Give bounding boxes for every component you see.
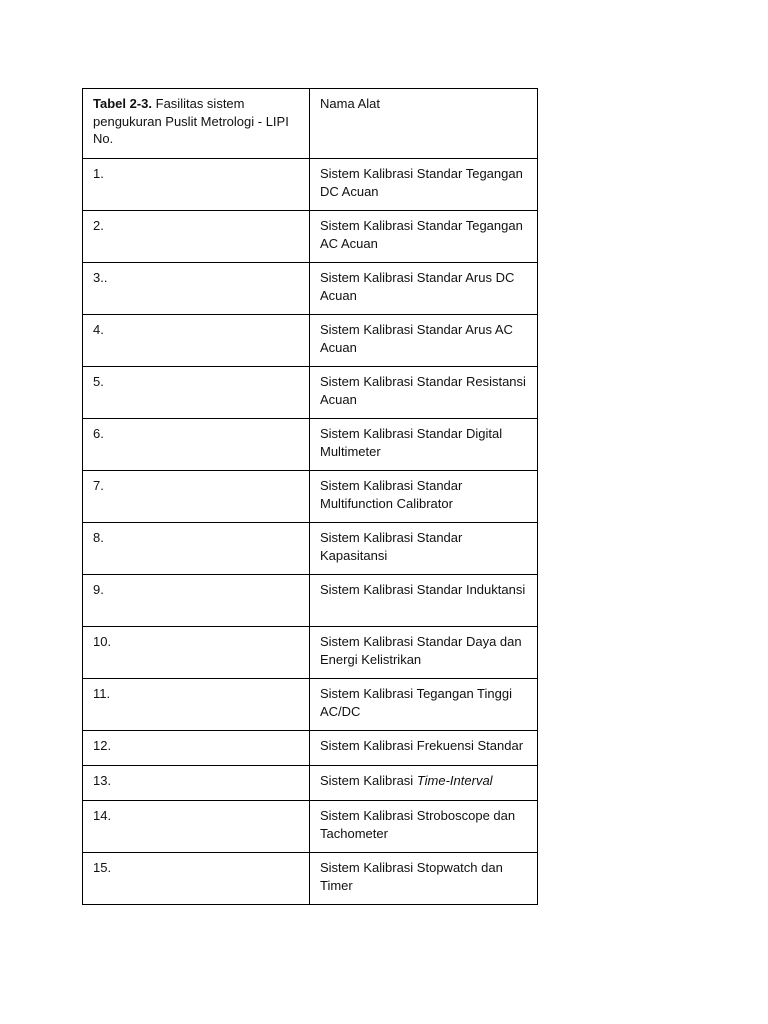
row-number: 6. [83,419,310,471]
row-instrument-name: Sistem Kalibrasi Standar Daya dan Energi Kelistrikan [310,627,538,679]
row-number: 11. [83,679,310,731]
column-header-name: Nama Alat [320,96,380,111]
row-instrument-name: Sistem Kalibrasi Standar Digital Multimeter [310,419,538,471]
table-row [83,801,538,853]
row-number: 13. [83,766,310,801]
row-number: 7. [83,471,310,523]
table-row [83,523,538,575]
table-row [83,679,538,731]
row-number: 2. [83,211,310,263]
table-row [83,315,538,367]
table-row [83,419,538,471]
row-instrument-name: Sistem Kalibrasi Standar Kapasitansi [310,523,538,575]
table-row [83,731,538,766]
row-number: 10. [83,627,310,679]
row-number: 1. [83,159,310,211]
header-cell-no [83,89,310,159]
row-number: 4. [83,315,310,367]
row-instrument-name: Sistem Kalibrasi Standar Tegangan DC Acuan [310,159,538,211]
table-row [83,159,538,211]
table-row [83,766,538,801]
column-header-no: No. [93,131,114,146]
table-caption-label: Tabel 2-3. [93,96,153,111]
row-number: 14. [83,801,310,853]
table-row [83,471,538,523]
table-row [83,853,538,905]
table-row [83,263,538,315]
row-number: 15. [83,853,310,905]
row-instrument-name: Sistem Kalibrasi Stroboscope dan Tachometer [310,801,538,853]
instrument-name-italic: Time-Interval [416,773,493,788]
row-number: 12. [83,731,310,766]
row-instrument-name: Sistem Kalibrasi Standar Arus AC Acuan [310,315,538,367]
row-number: 3.. [83,263,310,315]
row-instrument-name: Sistem Kalibrasi Standar Multifunction Calibrator [310,471,538,523]
row-instrument-name: Sistem Kalibrasi Standar Induktansi [310,575,538,627]
table-row [83,367,538,419]
row-instrument-name: Sistem Kalibrasi Tegangan Tinggi AC/DC [310,679,538,731]
row-instrument-name: Sistem Kalibrasi Stopwatch dan Timer [310,853,538,905]
table-row [83,575,538,627]
table-row [83,627,538,679]
row-instrument-name [310,766,538,801]
row-instrument-name: Sistem Kalibrasi Standar Tegangan AC Acuan [310,211,538,263]
row-number: 9. [83,575,310,627]
row-instrument-name: Sistem Kalibrasi Frekuensi Standar [310,731,538,766]
row-number: 8. [83,523,310,575]
table-caption-text: Fasilitas sistem pengukuran Puslit Metrologi - LIPI [93,96,289,129]
row-number: 5. [83,367,310,419]
row-instrument-name: Sistem Kalibrasi Standar Resistansi Acuan [310,367,538,419]
header-cell-name [310,89,538,159]
instrument-name-prefix: Sistem Kalibrasi [320,773,414,788]
facilities-table [82,88,538,905]
row-instrument-name: Sistem Kalibrasi Standar Arus DC Acuan [310,263,538,315]
table-header-row [83,89,538,159]
table-row [83,211,538,263]
